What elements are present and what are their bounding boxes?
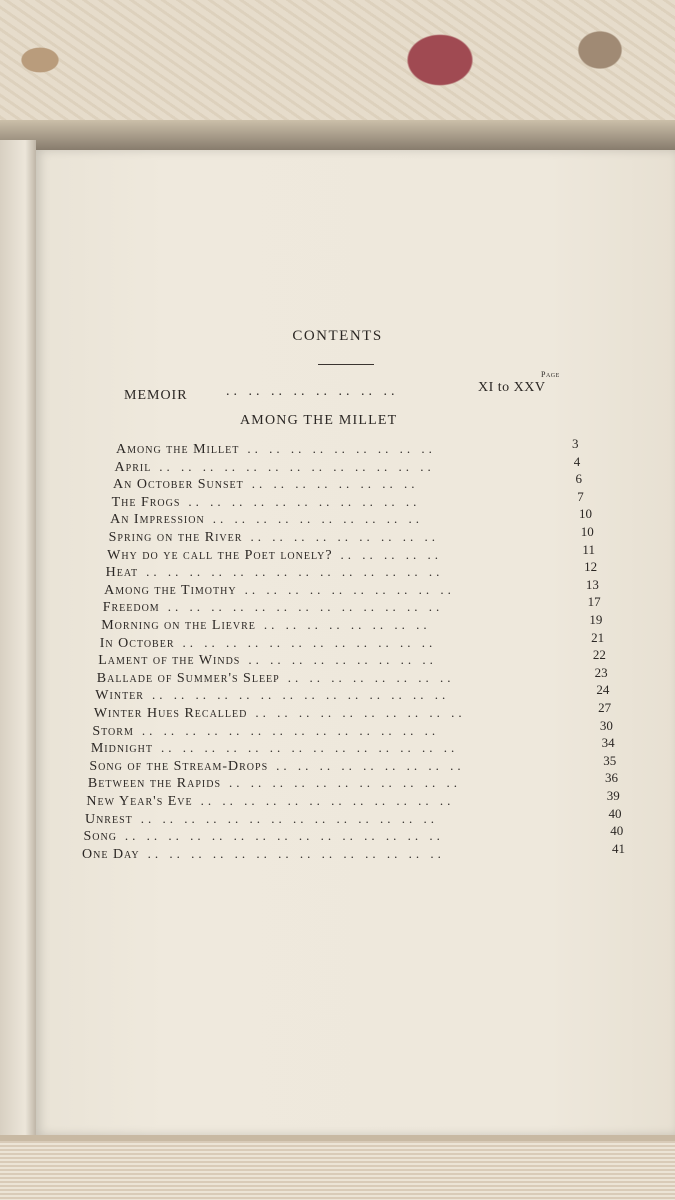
toc-entry-title: An October Sunset <box>113 477 244 493</box>
toc-entry-leader: .. .. .. .. .. .. .. .. .. .. .. .. .. .. <box>147 845 445 861</box>
toc-entry-page: 34 <box>601 735 615 751</box>
memoir-title: MEMOIR <box>124 388 188 403</box>
toc-entry-page: 22 <box>592 647 606 663</box>
toc-entry <box>113 475 418 493</box>
toc-entry-title: In October <box>99 635 175 651</box>
toc-entry-title: Freedom <box>102 600 160 616</box>
toc-entry-leader: .. .. .. .. .. .. .. .. .. .. .. .. .. .. <box>141 722 440 738</box>
toc-entry <box>101 616 430 634</box>
toc-entry-leader: .. .. .. .. .. .. .. .. .. .. .. .. .. .. <box>146 564 444 580</box>
toc-entry-page: 12 <box>584 559 598 575</box>
section-title: AMONG THE MILLET <box>240 413 398 428</box>
toc-entry-title: Midnight <box>90 741 153 757</box>
toc-entry <box>98 651 437 669</box>
contents-heading: CONTENTS <box>292 328 383 344</box>
toc-entry-leader: .. .. .. .. .. .. .. .. .. <box>250 529 439 544</box>
page-column-label: Page <box>541 370 560 379</box>
toc-entry-page: 19 <box>589 612 603 627</box>
toc-entry <box>103 598 444 616</box>
toc-entry-leader: .. .. .. .. .. .. .. .. .. .. .. .. .. .. <box>140 810 438 826</box>
toc-entry-page: 27 <box>598 700 612 715</box>
toc-entry <box>115 458 435 476</box>
toc-entry-page: 4 <box>573 453 581 469</box>
toc-entry-leader: .. .. .. .. .. .. .. .. .. .. .. .. <box>200 793 455 808</box>
toc-entry <box>107 546 442 564</box>
toc-entry-leader: .. .. .. .. .. .. .. .. <box>251 476 419 492</box>
toc-entry <box>110 510 423 528</box>
toc-entry-title: Song of the Stream-Drops <box>89 758 269 774</box>
toc-entry-title: April <box>114 459 152 475</box>
toc-entry-title: Ballade of Summer's Sleep <box>96 670 280 686</box>
toc-entry-page: 41 <box>612 840 625 856</box>
toc-entry-title: Unrest <box>84 811 133 827</box>
toc-entry-title: Morning on the Lievre <box>101 618 256 633</box>
toc-entry-page: 35 <box>603 752 617 768</box>
toc-entry-title: Spring on the River <box>108 530 243 545</box>
toc-entry <box>86 792 454 810</box>
toc-entry-leader: .. .. .. .. .. .. .. .. .. .. .. .. .. <box>167 599 444 615</box>
toc-entry-title: Between the Rapids <box>87 776 222 792</box>
toc-entry-title: Among the Millet <box>116 442 240 457</box>
toc-entry-page: 7 <box>577 488 584 504</box>
toc-entry-title: One Day <box>82 846 140 862</box>
toc-entry <box>95 686 449 704</box>
toc-entry <box>104 581 455 599</box>
toc-entry-leader: .. .. .. .. .. .. .. .. .. .. .. <box>229 775 462 791</box>
toc-entry <box>88 774 461 792</box>
toc-entry-title: Winter <box>95 688 144 704</box>
toc-entry-leader: .. .. .. .. .. .. .. .. .. .. .. .. .. .. .. <box>124 828 444 844</box>
toc-entry-page: 6 <box>575 471 582 487</box>
toc-entry-leader: .. .. .. .. .. .. .. .. .. .. .. .. .. .. <box>151 687 450 703</box>
toc-entry <box>92 722 439 740</box>
toc-entry-title: Winter Hues Recalled <box>93 706 248 721</box>
toc-entry <box>112 493 421 511</box>
toc-entry-leader: .. .. .. .. .. .. .. .. .. .. <box>255 705 466 720</box>
toc-entry <box>82 845 445 863</box>
toc-entry-leader: .. .. .. .. .. .. .. .. .. .. .. .. .. <box>159 458 435 474</box>
toc-entry-page: 17 <box>587 594 601 610</box>
toc-entry-page: 40 <box>610 823 624 839</box>
toc-entry <box>106 563 444 581</box>
toc-entry-leader: .. .. .. .. .. .. .. .. .. .. <box>212 511 423 527</box>
toc-entry <box>91 739 458 757</box>
toc-entry-page: 21 <box>591 629 605 645</box>
toc-entry-leader: .. .. .. .. .. .. .. .. .. <box>276 757 465 773</box>
toc-entry-leader: .. .. .. .. .. .. .. .. <box>287 669 455 685</box>
toc-entry-page: 11 <box>582 541 595 557</box>
toc-entry <box>89 757 464 775</box>
toc-entry-leader: .. .. .. .. .. .. .. .. .. .. .. .. .. .. <box>160 740 459 756</box>
memoir-leader: .. .. .. .. .. .. .. .. <box>226 384 399 399</box>
toc-entry-title: Why do ye call the Poet lonely? <box>107 547 333 563</box>
toc-entry-title: The Frogs <box>111 494 181 510</box>
toc-entry-page: 10 <box>578 506 592 522</box>
toc-entry-title: New Year's Eve <box>86 794 193 809</box>
toc-entry <box>100 634 437 652</box>
toc-entry-title: An Impression <box>110 512 205 528</box>
toc-entry <box>83 827 443 845</box>
toc-entry-leader: .. .. .. .. .. .. .. .. .. <box>247 441 436 456</box>
toc-entry-page: 40 <box>608 805 622 821</box>
toc-entry-page: 10 <box>580 524 594 539</box>
toc-entry-page: 30 <box>599 717 613 733</box>
toc-entry-title: Lament of the Winds <box>98 653 241 669</box>
toc-entry-leader: .. .. .. .. .. .. .. .. .. .. <box>244 581 455 597</box>
toc-entry-title: Storm <box>92 723 134 739</box>
toc-entry-leader: .. .. .. .. .. .. .. .. .. <box>248 652 437 668</box>
toc-entry-title: Heat <box>105 565 139 581</box>
toc-entry-leader: .. .. .. .. .. .. .. .. .. .. .. .. <box>182 634 437 650</box>
toc-entry-page: 36 <box>605 770 619 786</box>
toc-entry-page: 13 <box>585 576 599 592</box>
toc-entry <box>109 528 439 546</box>
toc-entry-leader: .. .. .. .. .. .. .. .. .. .. .. <box>188 493 421 509</box>
toc-entry-page: 24 <box>596 682 610 698</box>
toc-entry-title: Song <box>83 829 117 845</box>
toc-entry <box>85 810 438 828</box>
toc-entry <box>94 704 466 722</box>
toc-entry-title: Among the Timothy <box>104 582 237 598</box>
toc-entry-leader: .. .. .. .. .. .. .. .. <box>263 617 431 632</box>
toc-entry-page: 23 <box>594 664 608 680</box>
memoir-page: XI to XXV <box>478 380 546 395</box>
toc-entry <box>116 440 436 458</box>
toc-entry-page: 3 <box>572 436 579 451</box>
toc-entry-page: 39 <box>606 788 620 803</box>
toc-entry <box>97 669 455 687</box>
toc-entry-leader: .. .. .. .. .. <box>340 546 443 562</box>
